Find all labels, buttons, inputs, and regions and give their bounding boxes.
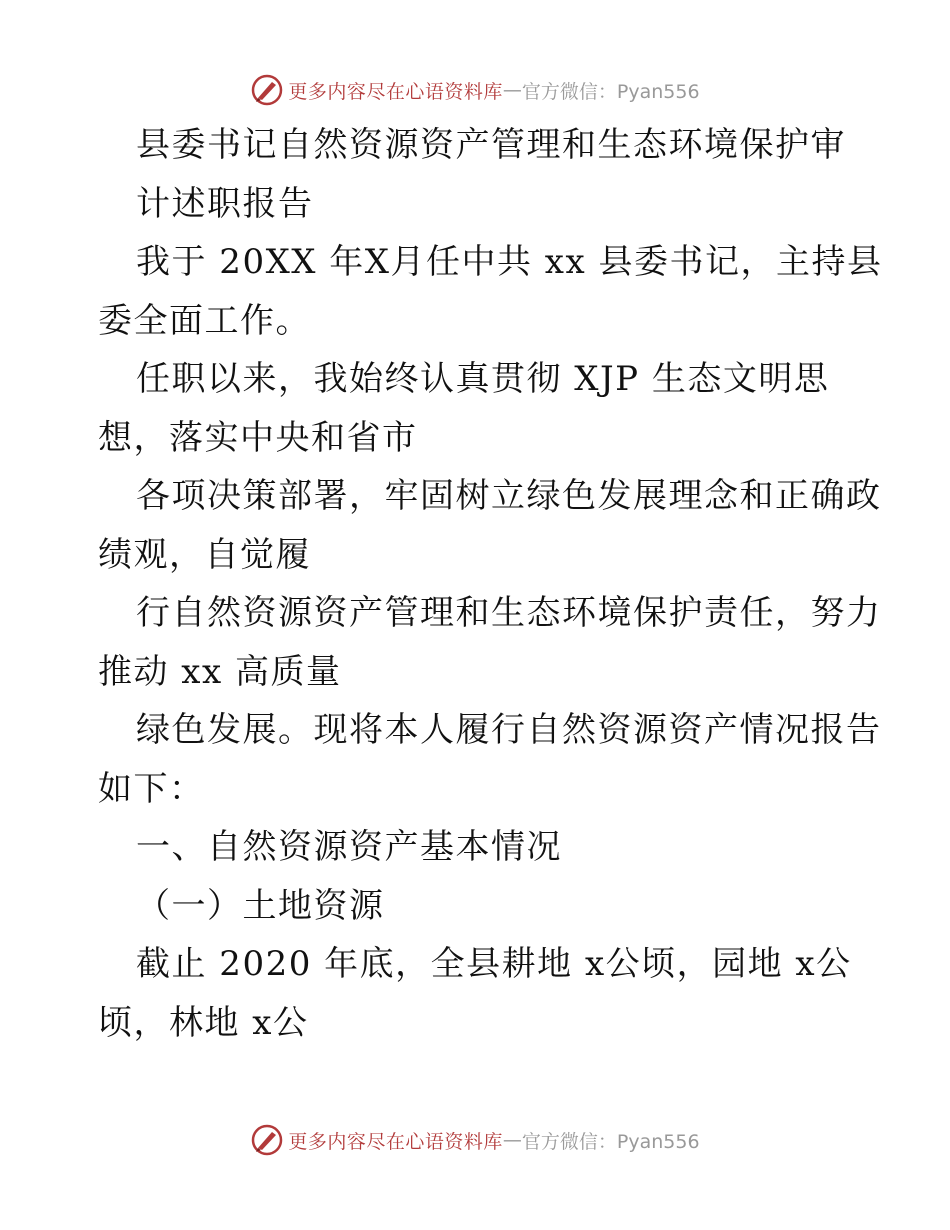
section-heading: 一、自然资源资产基本情况 bbox=[136, 827, 562, 867]
paragraph-line: 行自然资源资产管理和生态环境保护责任，努力 bbox=[136, 593, 882, 633]
doc-title-line-1: 县委书记自然资源资产管理和生态环境保护审 bbox=[136, 125, 846, 165]
document-body bbox=[98, 116, 883, 1052]
paragraph-line: 推动 xx 高质量 bbox=[98, 651, 342, 692]
paragraph-line: 各项决策部署，牢固树立绿色发展理念和正确政 bbox=[136, 476, 882, 516]
banner-text: 更多内容尽在心语资料库 bbox=[288, 1130, 503, 1153]
banner-separator: — bbox=[502, 79, 522, 101]
paragraph-line: 绩观，自觉履 bbox=[98, 534, 311, 575]
banner-text: 更多内容尽在心语资料库 bbox=[288, 80, 503, 103]
paragraph-line: 截止 2020 年底，全县耕地 x公顷，园地 x公 bbox=[136, 944, 852, 984]
banner-separator: — bbox=[502, 1129, 522, 1151]
paragraph-line: 我于 20XX 年X月任中共 xx 县委书记，主持县 bbox=[136, 242, 883, 282]
paragraph-line: 任职以来，我始终认真贯彻 XJP 生态文明思 bbox=[136, 359, 830, 399]
paragraph-line: 想，落实中央和省市 bbox=[98, 417, 418, 458]
paragraph-line: 委全面工作。 bbox=[98, 300, 311, 341]
pen-logo-icon bbox=[250, 1123, 284, 1157]
doc-title-line-2: 计述职报告 bbox=[136, 183, 314, 224]
paragraph-line: 绿色发展。现将本人履行自然资源资产情况报告 bbox=[136, 710, 882, 750]
banner-wechat: 官方微信：Pyan556 bbox=[521, 1130, 700, 1153]
banner-wechat: 官方微信：Pyan556 bbox=[521, 80, 700, 103]
paragraph-line: 顷，林地 x公 bbox=[98, 1002, 309, 1043]
header-banner bbox=[0, 70, 950, 110]
footer-banner bbox=[0, 1120, 950, 1160]
subsection-heading: （一）土地资源 bbox=[136, 885, 385, 926]
pen-logo-icon bbox=[250, 73, 284, 107]
paragraph-line: 如下： bbox=[98, 768, 205, 809]
